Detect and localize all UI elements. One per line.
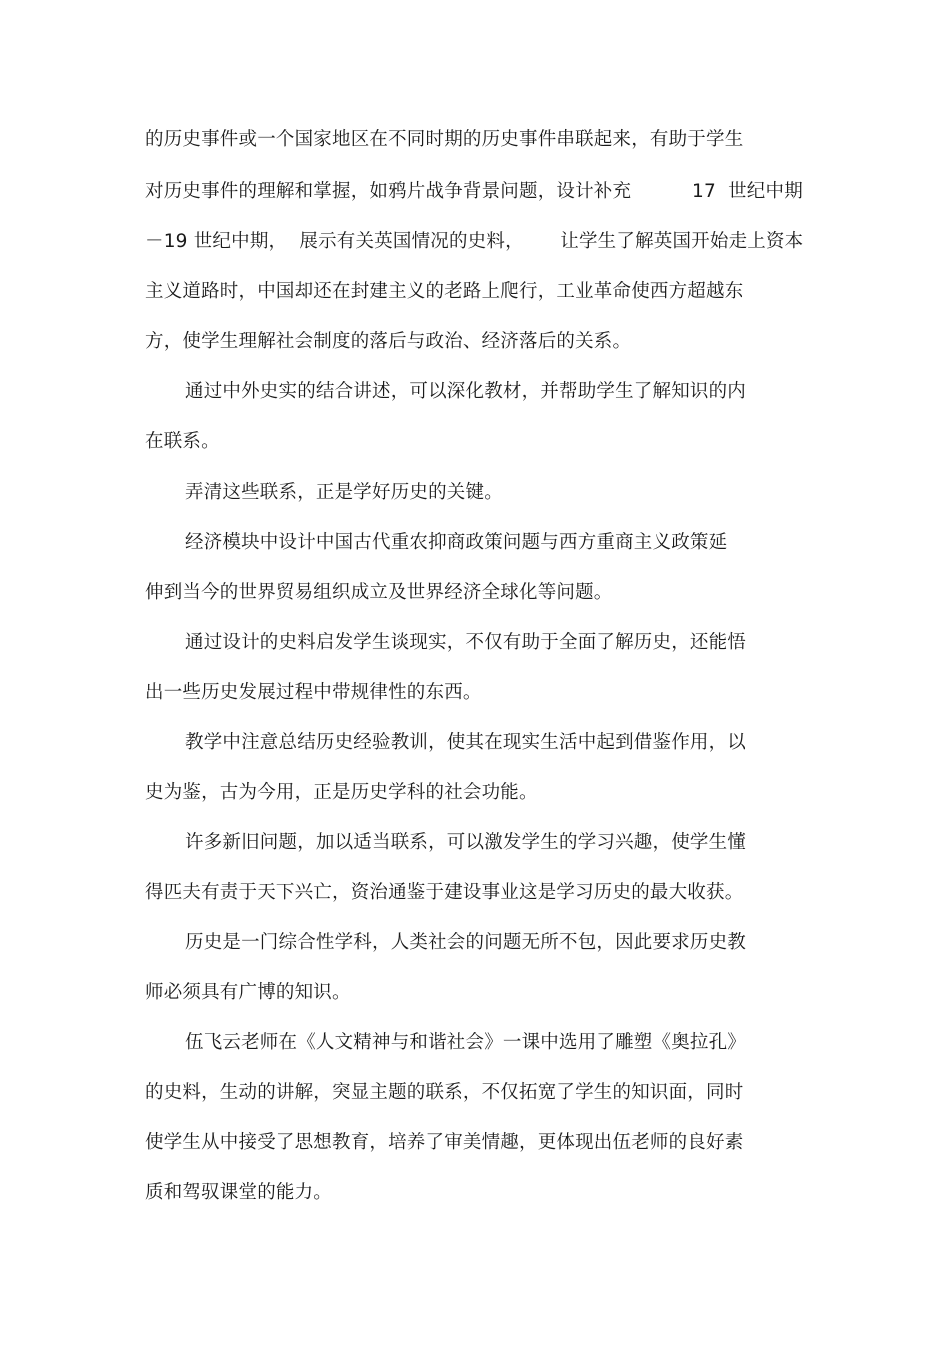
paragraph-start: 许多新旧问题，加以适当联系，可以激发学生的学习兴趣，使学生懂 <box>185 832 747 853</box>
text-line: 主义道路时，中国却还在封建主义的老路上爬行，工业革命使西方超越东 <box>145 281 744 302</box>
paragraph-start: 经济模块中设计中国古代重农抑商政策问题与西方重商主义政策延 <box>185 532 728 553</box>
text-line: 师必须具有广博的知识。 <box>145 982 351 1003</box>
paragraph-start: 弄清这些联系，正是学好历史的关键。 <box>185 482 503 503</box>
text-line: －19 世纪中期， 展示有关英国情况的史料， 让学生了解英国开始走上资本 <box>145 231 804 252</box>
text-line: 质和驾驭课堂的能力。 <box>145 1182 333 1203</box>
text-line: 方，使学生理解社会制度的落后与政治、经济落后的关系。 <box>145 331 632 352</box>
paragraph-start: 通过中外史实的结合讲述，可以深化教材，并帮助学生了解知识的内 <box>185 381 747 402</box>
text-line: 使学生从中接受了思想教育，培养了审美情趣，更体现出伍老师的良好素 <box>145 1132 744 1153</box>
text-line: 史为鉴，古为今用，正是历史学科的社会功能。 <box>145 782 538 803</box>
paragraph-start: 历史是一门综合性学科，人类社会的问题无所不包，因此要求历史教 <box>185 932 747 953</box>
text-line: 出一些历史发展过程中带规律性的东西。 <box>145 682 482 703</box>
text-line: 伸到当今的世界贸易组织成立及世界经济全球化等问题。 <box>145 582 613 603</box>
paragraph-start: 伍飞云老师在《人文精神与和谐社会》一课中选用了雕塑《奥拉孔》 <box>185 1032 747 1053</box>
text-line: 的史料，生动的讲解，突显主题的联系，不仅拓宽了学生的知识面，同时 <box>145 1082 744 1103</box>
paragraph-start: 教学中注意总结历史经验教训，使其在现实生活中起到借鉴作用，以 <box>185 732 747 753</box>
paragraph-start: 通过设计的史料启发学生谈现实，不仅有助于全面了解历史，还能悟 <box>185 632 747 653</box>
text-line: 对历史事件的理解和掌握，如鸦片战争背景问题，设计补充 17 世纪中期 <box>145 181 803 202</box>
text-line: 在联系。 <box>145 431 220 452</box>
text-line: 的历史事件或一个国家地区在不同时期的历史事件串联起来，有助于学生 <box>145 129 744 150</box>
text-line: 得匹夫有责于天下兴亡，资治通鉴于建设事业这是学习历史的最大收获。 <box>145 882 744 903</box>
